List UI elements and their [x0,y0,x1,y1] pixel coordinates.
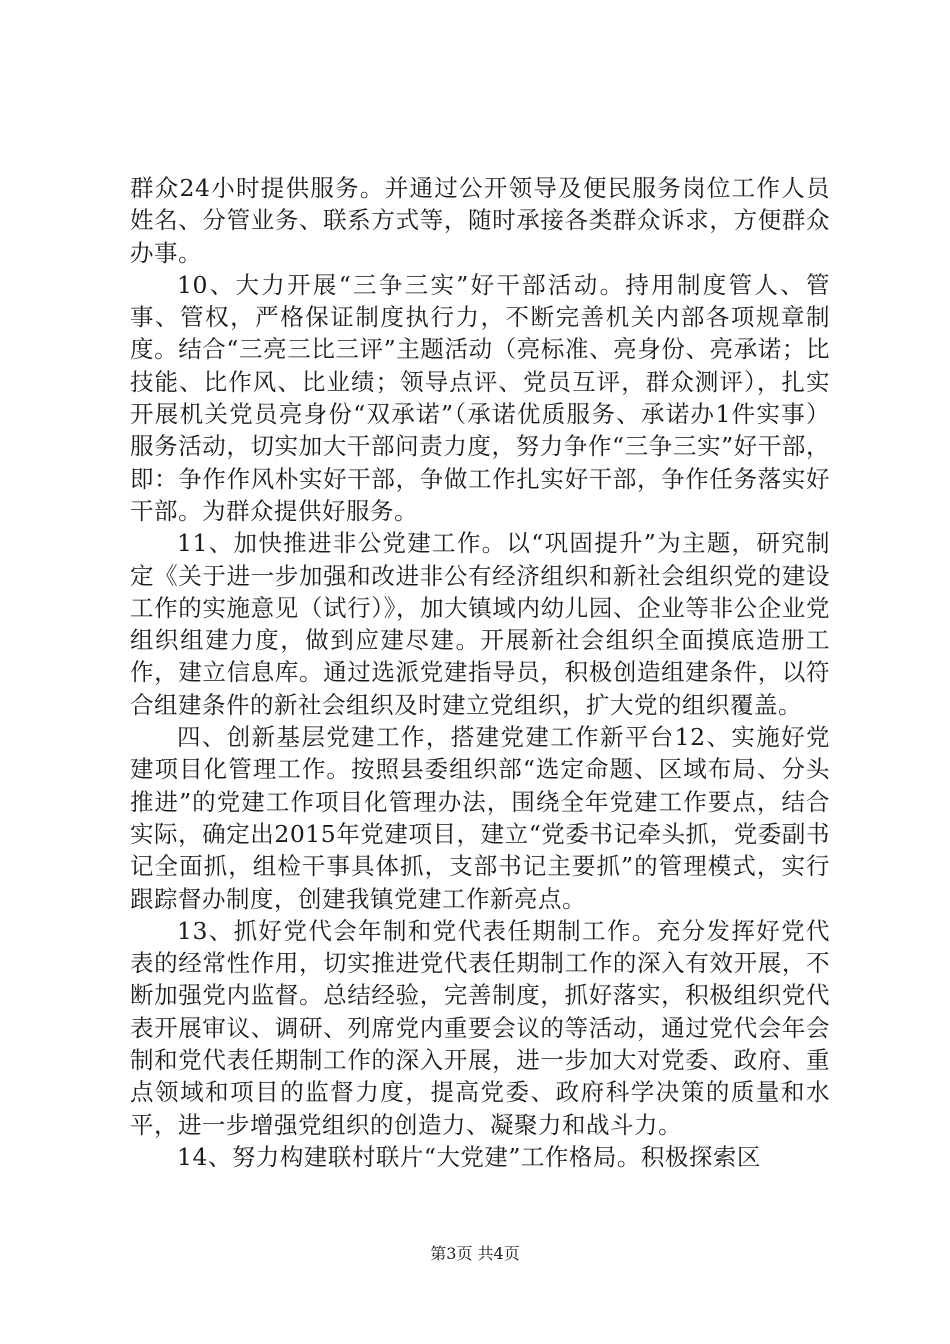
paragraph-section-4-item-12: 四、创新基层党建工作，搭建党建工作新平台12、实施好党建项目化管理工作。按照县委组织部“选定命题、区域布局、分头推进”的党建工作项目化管理办法，围绕全年党建工作要点，结合实际，确定出2015年党建项目，建立“党委书记牵头抓，党委副书记全面抓，组检干事具体抓，支部书记主要抓”的管理模式，实行跟踪督办制度，创建我镇党建工作新亮点。 [130,723,830,913]
paragraph-item-11: 11、加快推进非公党建工作。以“巩固提升”为主题，研究制定《关于进一步加强和改进非公有经济组织和新社会组织党的建设工作的实施意见（试行）》，加大镇域内幼儿园、企业等非公企业党组织组建力度，做到应建尽建。开展新社会组织全面摸底造册工作，建立信息库。通过选派党建指导员，积极创造组建条件，以符合组建条件的新社会组织及时建立党组织，扩大党的组织覆盖。 [130,529,830,719]
document-body [130,172,830,1173]
paragraph-continuation: 群众24小时提供服务。并通过公开领导及便民服务岗位工作人员姓名、分管业务、联系方式等，随时承接各类群众诉求，方便群众办事。 [130,174,830,267]
paragraph-item-14: 14、努力构建联村联片“大党建”工作格局。积极探索区 [177,1142,761,1171]
paragraph-item-13: 13、抓好党代会年制和党代表任期制工作。充分发挥好党代表的经常性作用，切实推进党代表任期制工作的深入有效开展，不断加强党内监督。总结经验，完善制度，抓好落实，积极组织党代表开展审议、调研、列席党内重要会议的等活动，通过党代会年会制和党代表任期制工作的深入开展，进一步加大对党委、政府、重点领域和项目的监督力度，提高党委、政府科学决策的质量和水平，进一步增强党组织的创造力、凝聚力和战斗力。 [130,916,830,1139]
paragraph-item-10: 10、大力开展“三争三实”好干部活动。持用制度管人、管事、管权，严格保证制度执行力，不断完善机关内部各项规章制度。结合“三亮三比三评”主题活动（亮标准、亮身份、亮承诺；比技能、比作风、比业绩；领导点评、党员互评，群众测评），扎实开展机关党员亮身份“双承诺”（承诺优质服务、承诺办1件实事）服务活动，切实加大干部问责力度，努力争作“三争三实”好干部，即：争作作风朴实好干部，争做工作扎实好干部，争作任务落实好干部。为群众提供好服务。 [130,270,830,525]
page-number-footer: 第3页 共4页 [430,1244,520,1263]
